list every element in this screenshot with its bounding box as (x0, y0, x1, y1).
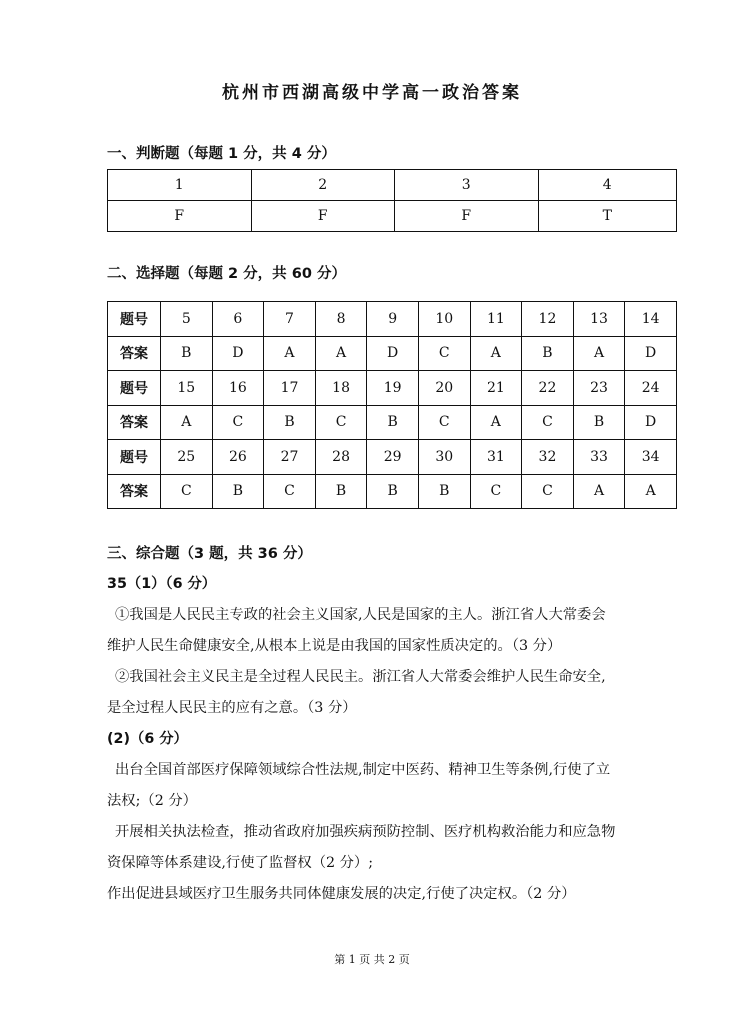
answer-cell: F (108, 201, 252, 232)
section3-heading: 三、综合题（3 题，共 36 分） (107, 546, 312, 562)
question-number-cell: 10 (418, 302, 470, 337)
answer-cell: T (538, 201, 677, 232)
question-number-cell: 11 (470, 302, 522, 337)
question-number-cell: 22 (522, 371, 574, 406)
question-number-cell: 26 (212, 440, 264, 475)
answer-cell: A (573, 336, 625, 371)
answer-text-line: 维护人民生命健康安全,从根本上说是由我国的国家性质决定的。（3 分） (107, 638, 562, 654)
answer-cell: D (625, 405, 677, 440)
question-number-cell: 19 (367, 371, 419, 406)
page-footer: 第 1 页 共 2 页 (334, 953, 410, 966)
answer-text-line: (2)（6 分） (107, 731, 188, 747)
question-number-cell: 1 (108, 170, 252, 201)
multiple-choice-answer-table (107, 301, 677, 509)
question-number-cell: 28 (315, 440, 367, 475)
document-title: 杭州市西湖高级中学高一政治答案 (222, 83, 522, 103)
answer-text-line: 开展相关执法检查，推动省政府加强疾病预防控制、医疗机构救治能力和应急物 (115, 824, 616, 840)
question-number-cell: 18 (315, 371, 367, 406)
question-number-cell: 7 (264, 302, 316, 337)
question-number-cell: 32 (522, 440, 574, 475)
question-number-cell: 12 (522, 302, 574, 337)
question-number-cell: 13 (573, 302, 625, 337)
answer-cell: B (522, 336, 574, 371)
question-number-row (108, 302, 677, 337)
question-number-cell: 17 (264, 371, 316, 406)
question-number-cell: 20 (418, 371, 470, 406)
row-label: 答案 (108, 474, 161, 509)
section1-heading: 一、判断题（每题 1 分，共 4 分） (107, 146, 336, 162)
answer-cell: B (315, 474, 367, 509)
question-number-cell: 30 (418, 440, 470, 475)
question-number-cell: 4 (538, 170, 677, 201)
answer-cell: A (470, 405, 522, 440)
question-number-cell: 31 (470, 440, 522, 475)
row-label: 答案 (108, 336, 161, 371)
question-number-cell: 21 (470, 371, 522, 406)
row-label: 题号 (108, 371, 161, 406)
answer-cell: B (367, 474, 419, 509)
question-number-cell: 3 (395, 170, 539, 201)
answer-cell: A (161, 405, 213, 440)
question-number-cell: 24 (625, 371, 677, 406)
question-number-cell: 6 (212, 302, 264, 337)
question-number-cell: 27 (264, 440, 316, 475)
answer-cell: A (315, 336, 367, 371)
question-number-cell: 15 (161, 371, 213, 406)
answer-text-line: ②我国社会主义民主是全过程人民民主。浙江省人大常委会维护人民生命安全, (115, 669, 606, 685)
answer-cell: D (212, 336, 264, 371)
answer-text-line: 作出促进县域医疗卫生服务共同体健康发展的决定,行使了决定权。（2 分） (107, 886, 576, 902)
answer-cell: C (315, 405, 367, 440)
section2-heading: 二、选择题（每题 2 分，共 60 分） (107, 266, 346, 282)
question-number-cell: 29 (367, 440, 419, 475)
question-number-row (108, 440, 677, 475)
question-number-cell: 2 (251, 170, 395, 201)
row-label: 题号 (108, 302, 161, 337)
answer-cell: A (625, 474, 677, 509)
answer-cell: C (161, 474, 213, 509)
question-number-cell: 16 (212, 371, 264, 406)
question-number-cell: 9 (367, 302, 419, 337)
answer-cell: B (418, 474, 470, 509)
row-label: 题号 (108, 440, 161, 475)
answer-text-line: ①我国是人民民主专政的社会主义国家,人民是国家的主人。浙江省人大常委会 (115, 607, 606, 623)
question-number-cell: 8 (315, 302, 367, 337)
answer-cell: C (522, 474, 574, 509)
row-label: 答案 (108, 405, 161, 440)
answer-cell: D (625, 336, 677, 371)
answer-cell: C (212, 405, 264, 440)
answer-cell: D (367, 336, 419, 371)
answer-cell: A (470, 336, 522, 371)
answer-text-line: 是全过程人民民主的应有之意。（3 分） (107, 700, 357, 716)
answer-cell: C (264, 474, 316, 509)
answer-text-line: 出台全国首部医疗保障领域综合性法规,制定中医药、精神卫生等条例,行使了立 (115, 762, 611, 778)
answer-cell: A (573, 474, 625, 509)
question-number-cell: 25 (161, 440, 213, 475)
answer-cell: B (367, 405, 419, 440)
answer-text-line: 法权;（2 分） (107, 793, 197, 809)
answer-cell: A (264, 336, 316, 371)
answer-cell: F (395, 201, 539, 232)
question-number-cell: 34 (625, 440, 677, 475)
answer-row (108, 474, 677, 509)
answer-row (108, 405, 677, 440)
answer-row (108, 336, 677, 371)
answer-cell: C (418, 405, 470, 440)
answer-cell: F (251, 201, 395, 232)
true-false-answer-table (107, 169, 677, 232)
answer-cell: B (161, 336, 213, 371)
question-number-cell: 5 (161, 302, 213, 337)
question-number-row (108, 371, 677, 406)
answer-cell: C (470, 474, 522, 509)
answer-cell: C (418, 336, 470, 371)
question-number-cell: 33 (573, 440, 625, 475)
answer-cell: B (212, 474, 264, 509)
answer-text-line: 资保障等体系建设,行使了监督权（2 分）; (107, 855, 374, 871)
answer-cell: C (522, 405, 574, 440)
answer-cell: B (573, 405, 625, 440)
answer-cell: B (264, 405, 316, 440)
question-number-cell: 14 (625, 302, 677, 337)
answer-text-line: 35（1）（6 分） (107, 576, 217, 592)
question-number-cell: 23 (573, 371, 625, 406)
